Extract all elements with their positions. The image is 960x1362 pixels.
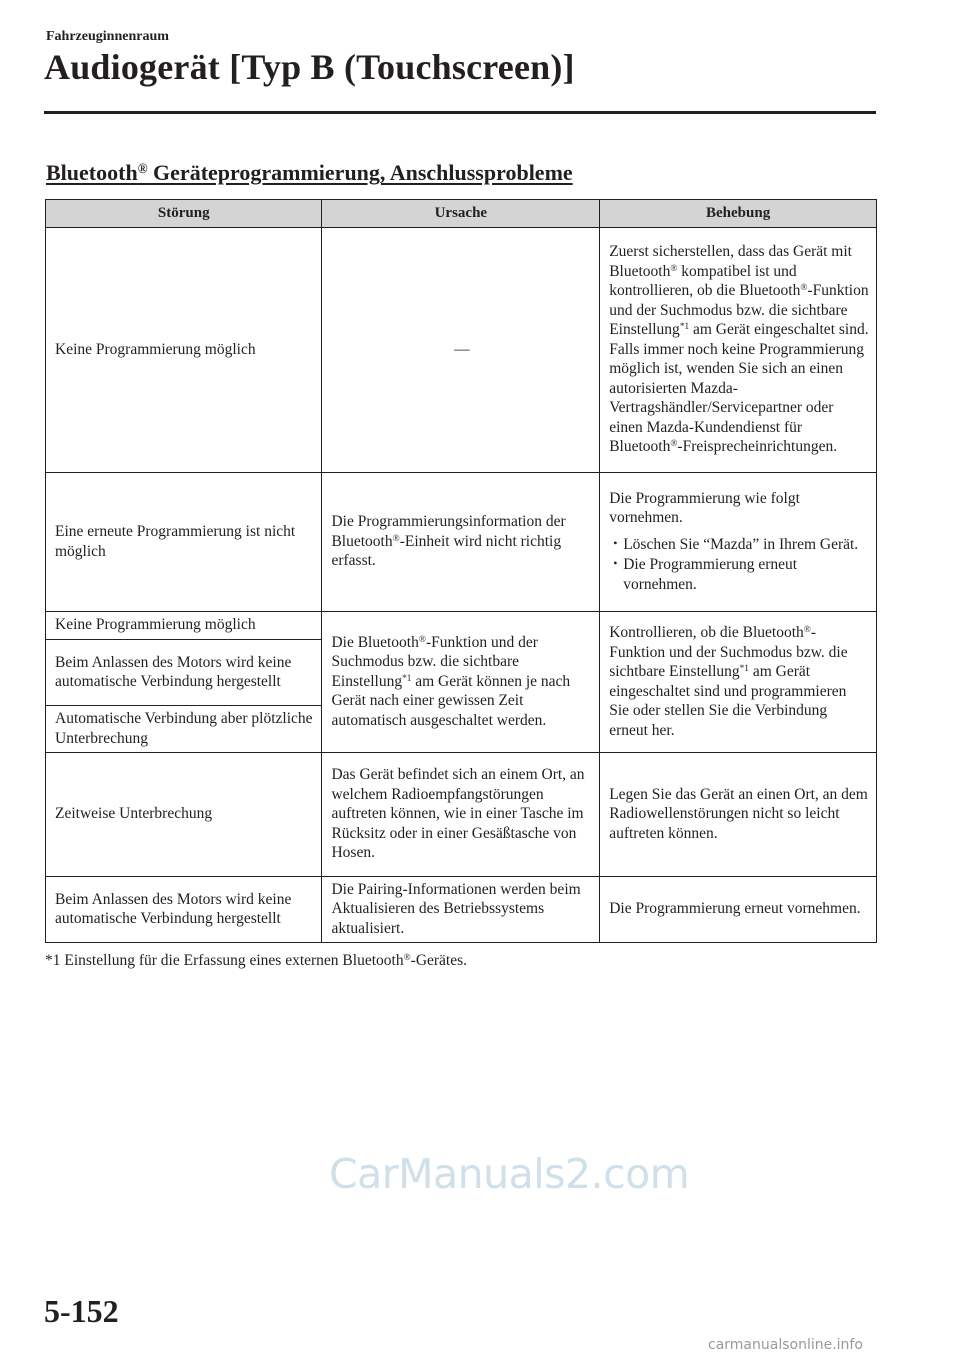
cell-behebung: Legen Sie das Gerät an einen Ort, an dem Radiowellenstörungen nicht so leicht auftreten können. (600, 753, 877, 877)
cell-stoerung: Beim Anlassen des Motors wird keine automatische Verbindung hergestellt (46, 640, 322, 706)
cell-stoerung: Eine erneute Programmierung ist nicht möglich (46, 473, 322, 612)
page-heading (46, 160, 573, 186)
header-divider (44, 111, 876, 114)
registered-mark: ® (392, 533, 400, 544)
cell-ursache: Das Gerät befindet sich an einem Ort, an welchem Radioempfangstörungen auftreten können, wie in einer Tasche im Rücksitz oder in einer Gesäßtasche von Hosen. (322, 753, 600, 877)
registered-mark: ® (803, 624, 811, 635)
cell-behebung: Die Programmierung erneut vornehmen. (600, 877, 877, 943)
column-header-ursache: Ursache (322, 200, 600, 228)
footnote-ref: *1 (739, 663, 749, 674)
column-header-stoerung: Störung (46, 200, 322, 228)
heading-text-post: Geräteprogrammierung, Anschlussprobleme (147, 160, 573, 185)
text: -Funktion und der Suchmodus bzw. die sichtbare Einstellung (331, 633, 538, 690)
text: -Funktion und der Suchmodus bzw. die sichtbare Einstellung (609, 282, 869, 339)
table-row (46, 753, 877, 877)
troubleshooting-table (45, 199, 877, 943)
registered-mark: ® (670, 439, 678, 450)
column-header-behebung: Behebung (600, 200, 877, 228)
page-number: 5-152 (44, 1293, 119, 1329)
registered-mark: ® (800, 283, 808, 294)
footnote-ref: *1 (402, 673, 412, 684)
cell-ursache: Die Pairing-Informationen werden beim Aktualisieren des Betriebssystems aktualisiert. (322, 877, 600, 943)
text: am Gerät können je nach Gerät nach einer gewissen Zeit automatisch ausgeschaltet werden. (331, 672, 571, 729)
bullet-item: • Löschen Sie “Mazda” in Ihrem Gerät. (609, 534, 869, 555)
watermark-logo: CarManuals2.com (329, 1150, 690, 1198)
footer-url: carmanualsonline.info (708, 1337, 863, 1353)
footnote (45, 952, 467, 970)
table-row (46, 612, 877, 640)
text: am Gerät eingeschaltet sind und programmieren Sie oder stellen Sie die Verbindung erneut her. (609, 663, 847, 739)
cell-ursache (322, 612, 600, 753)
chapter-title: Audiogerät [Typ B (Touchscreen)] (44, 47, 575, 87)
registered-mark: ® (670, 263, 678, 274)
footnote-ref: *1 (679, 322, 690, 333)
text: Kontrollieren, ob die Bluetooth (609, 624, 804, 641)
cell-behebung (600, 473, 877, 612)
text: -Einheit wird nicht richtig erfasst. (331, 532, 562, 570)
text: *1 Einstellung für die Erfassung eines externen Bluetooth (45, 952, 404, 969)
cell-behebung (600, 228, 877, 473)
bullet-item: • Die Programmierung erneut vornehmen. (609, 554, 869, 594)
cell-ursache (322, 473, 600, 612)
text: -Freisprecheinrichtungen. (677, 438, 838, 456)
registered-mark: ® (137, 160, 148, 176)
text: Die Bluetooth (331, 633, 419, 651)
registered-mark: ® (418, 634, 426, 645)
cell-stoerung: Zeitweise Unterbrechung (46, 753, 322, 877)
text: -Funktion und der Suchmodus bzw. die sichtbare Einstellung (609, 624, 848, 680)
cell-stoerung: Keine Programmierung möglich (46, 612, 322, 640)
text: Die Programmierung wie folgt vornehmen. (609, 489, 800, 527)
heading-text-pre: Bluetooth (46, 160, 138, 185)
table-row (46, 473, 877, 612)
cell-stoerung: Keine Programmierung möglich (46, 228, 322, 473)
text: kompatibel ist und kontrollieren, ob die Bluetooth (609, 262, 801, 300)
text: -Gerätes. (410, 952, 468, 969)
registered-mark: ® (403, 952, 411, 963)
section-title: Fahrzeuginnenraum (46, 29, 169, 44)
cell-stoerung: Beim Anlassen des Motors wird keine automatische Verbindung hergestellt (46, 877, 322, 943)
table-row (46, 228, 877, 473)
text: Zuerst sicherstellen, dass das Gerät mit Bluetooth (609, 243, 852, 280)
cell-stoerung: Automatische Verbindung aber plötzliche Unterbrechung (46, 706, 322, 753)
cell-behebung (600, 612, 877, 753)
text: am Gerät eingeschaltet sind. Falls immer noch keine Programmierung möglich ist, wenden Sie sich an einen autorisierten Mazda-Vertragshändler/Servicepartner oder einen Mazda-Kundendienst für Bluetooth (609, 321, 869, 456)
table-row (46, 877, 877, 943)
table-header-row (46, 200, 877, 228)
text: Die Programmierungsinformation der Bluetooth (331, 513, 566, 550)
cell-ursache: — (322, 228, 600, 473)
